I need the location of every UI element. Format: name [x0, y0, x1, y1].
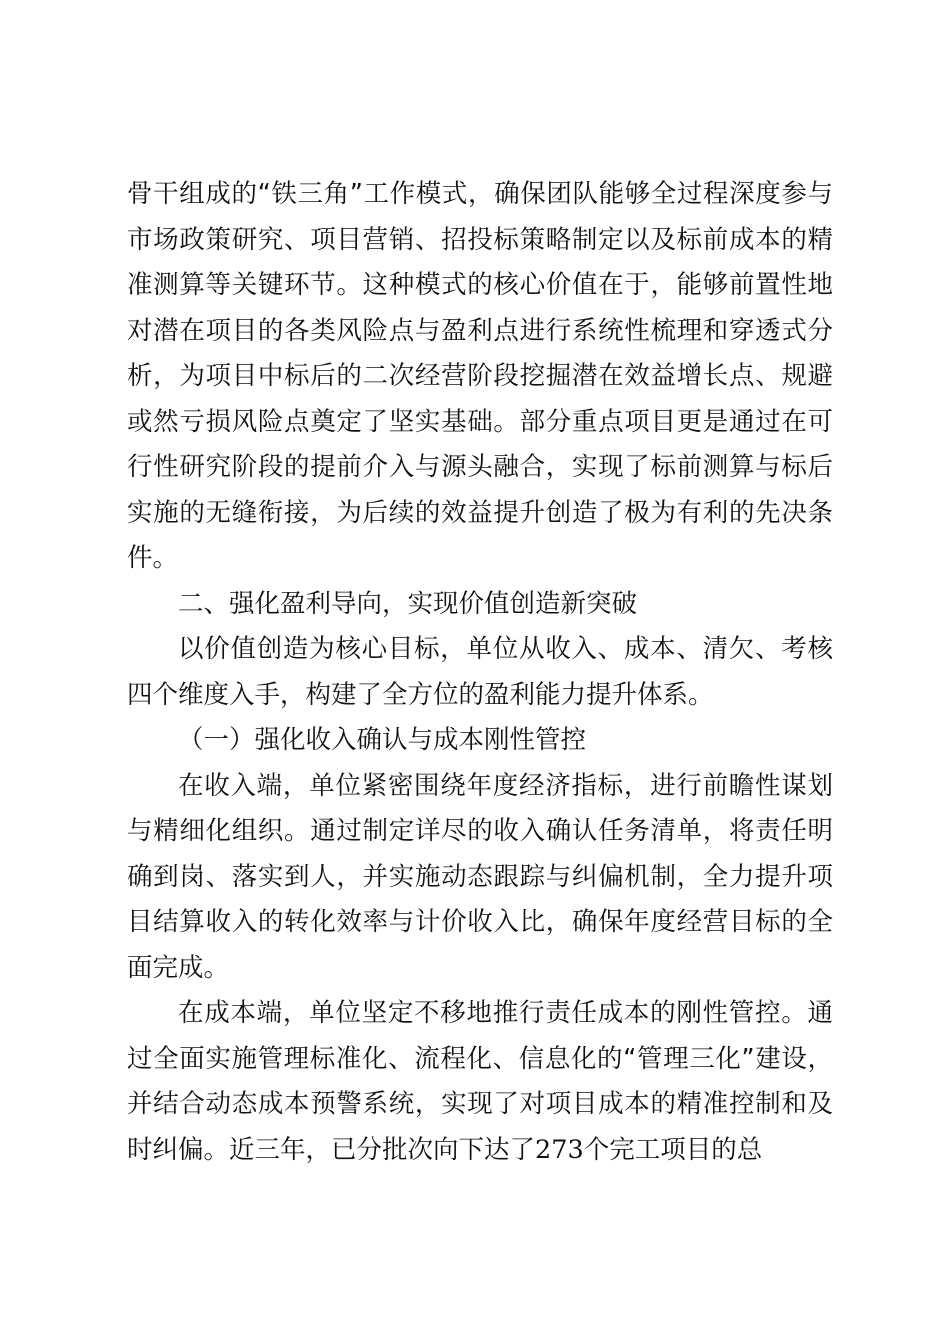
paragraph-cost — [127, 991, 833, 1173]
subsection-heading-1: （一）强化收入确认与成本刚性管控 — [178, 725, 587, 755]
project-count-number: 273 — [535, 1134, 584, 1165]
paragraph-cost-text-a: 在成本端，单位坚定不移地推行责任成本的刚性管控。通过全面实施管理标准化、流程化、信息化的“管理三化”建设，并结合动态成本预警系统，实现了对项目成本的精准控制和及时纠偏。近三年，已分批次向下达了 — [127, 998, 833, 1165]
document-body — [127, 172, 833, 1173]
paragraph-continued: 骨干组成的“铁三角”工作模式，确保团队能够全过程深度参与市场政策研究、项目营销、招投标策略制定以及标前成本的精准测算等关键环节。这种模式的核心价值在于，能够前置性地对潜在项目的各类风险点与盈利点进行系统性梳理和穿透式分析，为项目中标后的二次经营阶段挖掘潜在效益增长点、规避或然亏损风险点奠定了坚实基础。部分重点项目更是通过在可行性研究阶段的提前介入与源头融合，实现了标前测算与标后实施的无缝衔接，为后续的效益提升创造了极为有利的先决条件。 — [127, 179, 833, 573]
section-heading-2: 二、强化盈利导向，实现价值创造新突破 — [178, 588, 638, 619]
paragraph-revenue: 在收入端，单位紧密围绕年度经济指标，进行前瞻性谋划与精细化组织。通过制定详尽的收入确认任务清单，将责任明确到岗、落实到人，并实施动态跟踪与纠偏机制，全力提升项目结算收入的转化效率与计价收入比，确保年度经营目标的全面完成。 — [127, 770, 833, 983]
paragraph-cost-text-b: 个完工项目的总 — [583, 1134, 763, 1165]
paragraph-value-creation: 以价值创造为核心目标，单位从收入、成本、清欠、考核四个维度入手，构建了全方位的盈利能力提升体系。 — [127, 634, 833, 710]
